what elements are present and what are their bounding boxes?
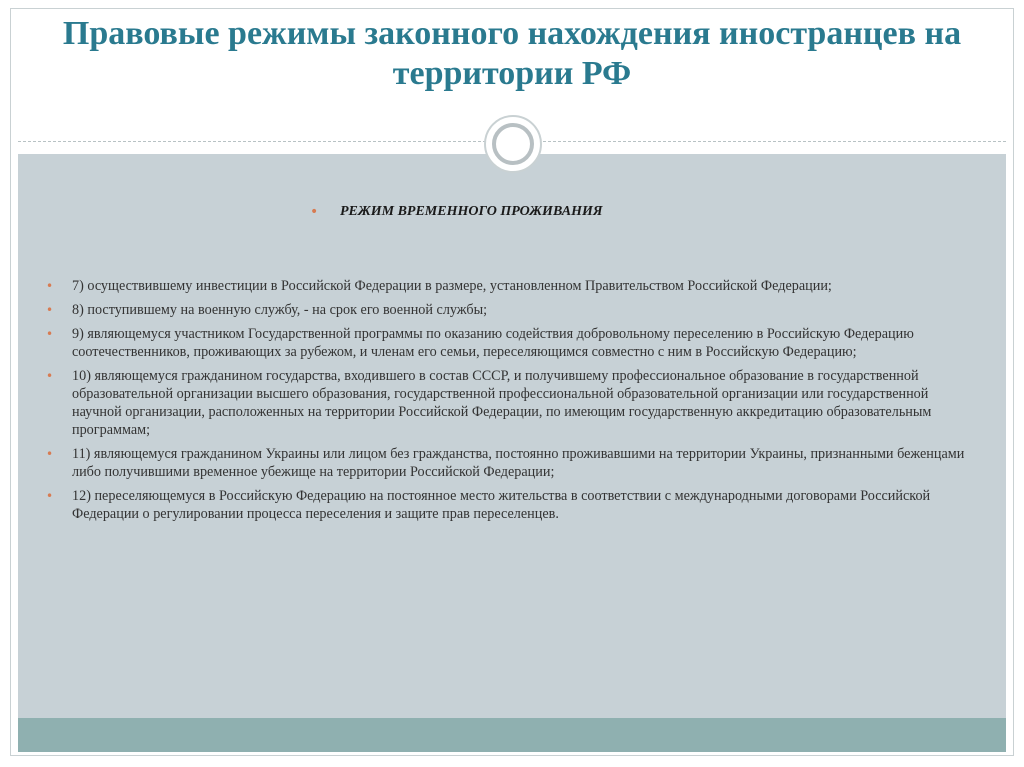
list-item-text: 12) переселяющемуся в Российскую Федерацию на постоянное место жительства в соответствии с международными договорами Российской Федерации о регулировании процесса переселения и защите прав переселенцев. [72,488,931,522]
bullet-icon: • [46,369,54,383]
list-item [46,301,976,319]
list-item-text: 10) являющемуся гражданином государства, входившего в состав СССР, и получившему профессиональное образование в государственной образовательной организации высшего образования, государственной профессиональной образовательной организации или государственной научной организации, расположенных на территории Российской Федерации, по имеющим государственную аккредитацию образовательным программам; [72,368,932,438]
list-item [46,277,976,295]
bullet-icon: • [46,303,54,317]
bullet-icon: • [46,327,54,341]
ring-ornament-icon [484,115,542,173]
bullet-icon: • [46,489,54,503]
list-item [46,445,976,481]
bullet-icon: • [46,279,54,293]
footer-band [18,718,1006,752]
bullet-icon: • [310,204,319,220]
subtitle-row [310,202,760,222]
list-item-text: 11) являющемуся гражданином Украины или лицом без гражданства, постоянно проживавшими на территории Украины, признанными беженцами либо получившими временное убежище на территории Российской Федерации; [72,446,965,480]
bullet-icon: • [46,447,54,461]
list-item [46,325,976,361]
list-item [46,367,976,439]
item-list [46,277,976,529]
list-item-text: 9) являющемуся участником Государственной программы по оказанию содействия добровольному переселению в Российскую Федерацию соотечественников, проживающих за рубежом, и членам его семьи, переселяющимся совместно с ним в Российскую Федерацию; [72,326,914,360]
list-item-text: 8) поступившему на военную службу, - на срок его военной службы; [72,302,488,318]
slide-title: Правовые режимы законного нахождения иностранцев на территории РФ [62,15,962,92]
list-item-text: 7) осуществившему инвестиции в Российской Федерации в размере, установленном Правительством Российской Федерации; [72,278,832,294]
list-item [46,487,976,523]
ring-inner [492,123,534,165]
slide-subtitle: РЕЖИМ ВРЕМЕННОГО ПРОЖИВАНИЯ [340,204,603,219]
